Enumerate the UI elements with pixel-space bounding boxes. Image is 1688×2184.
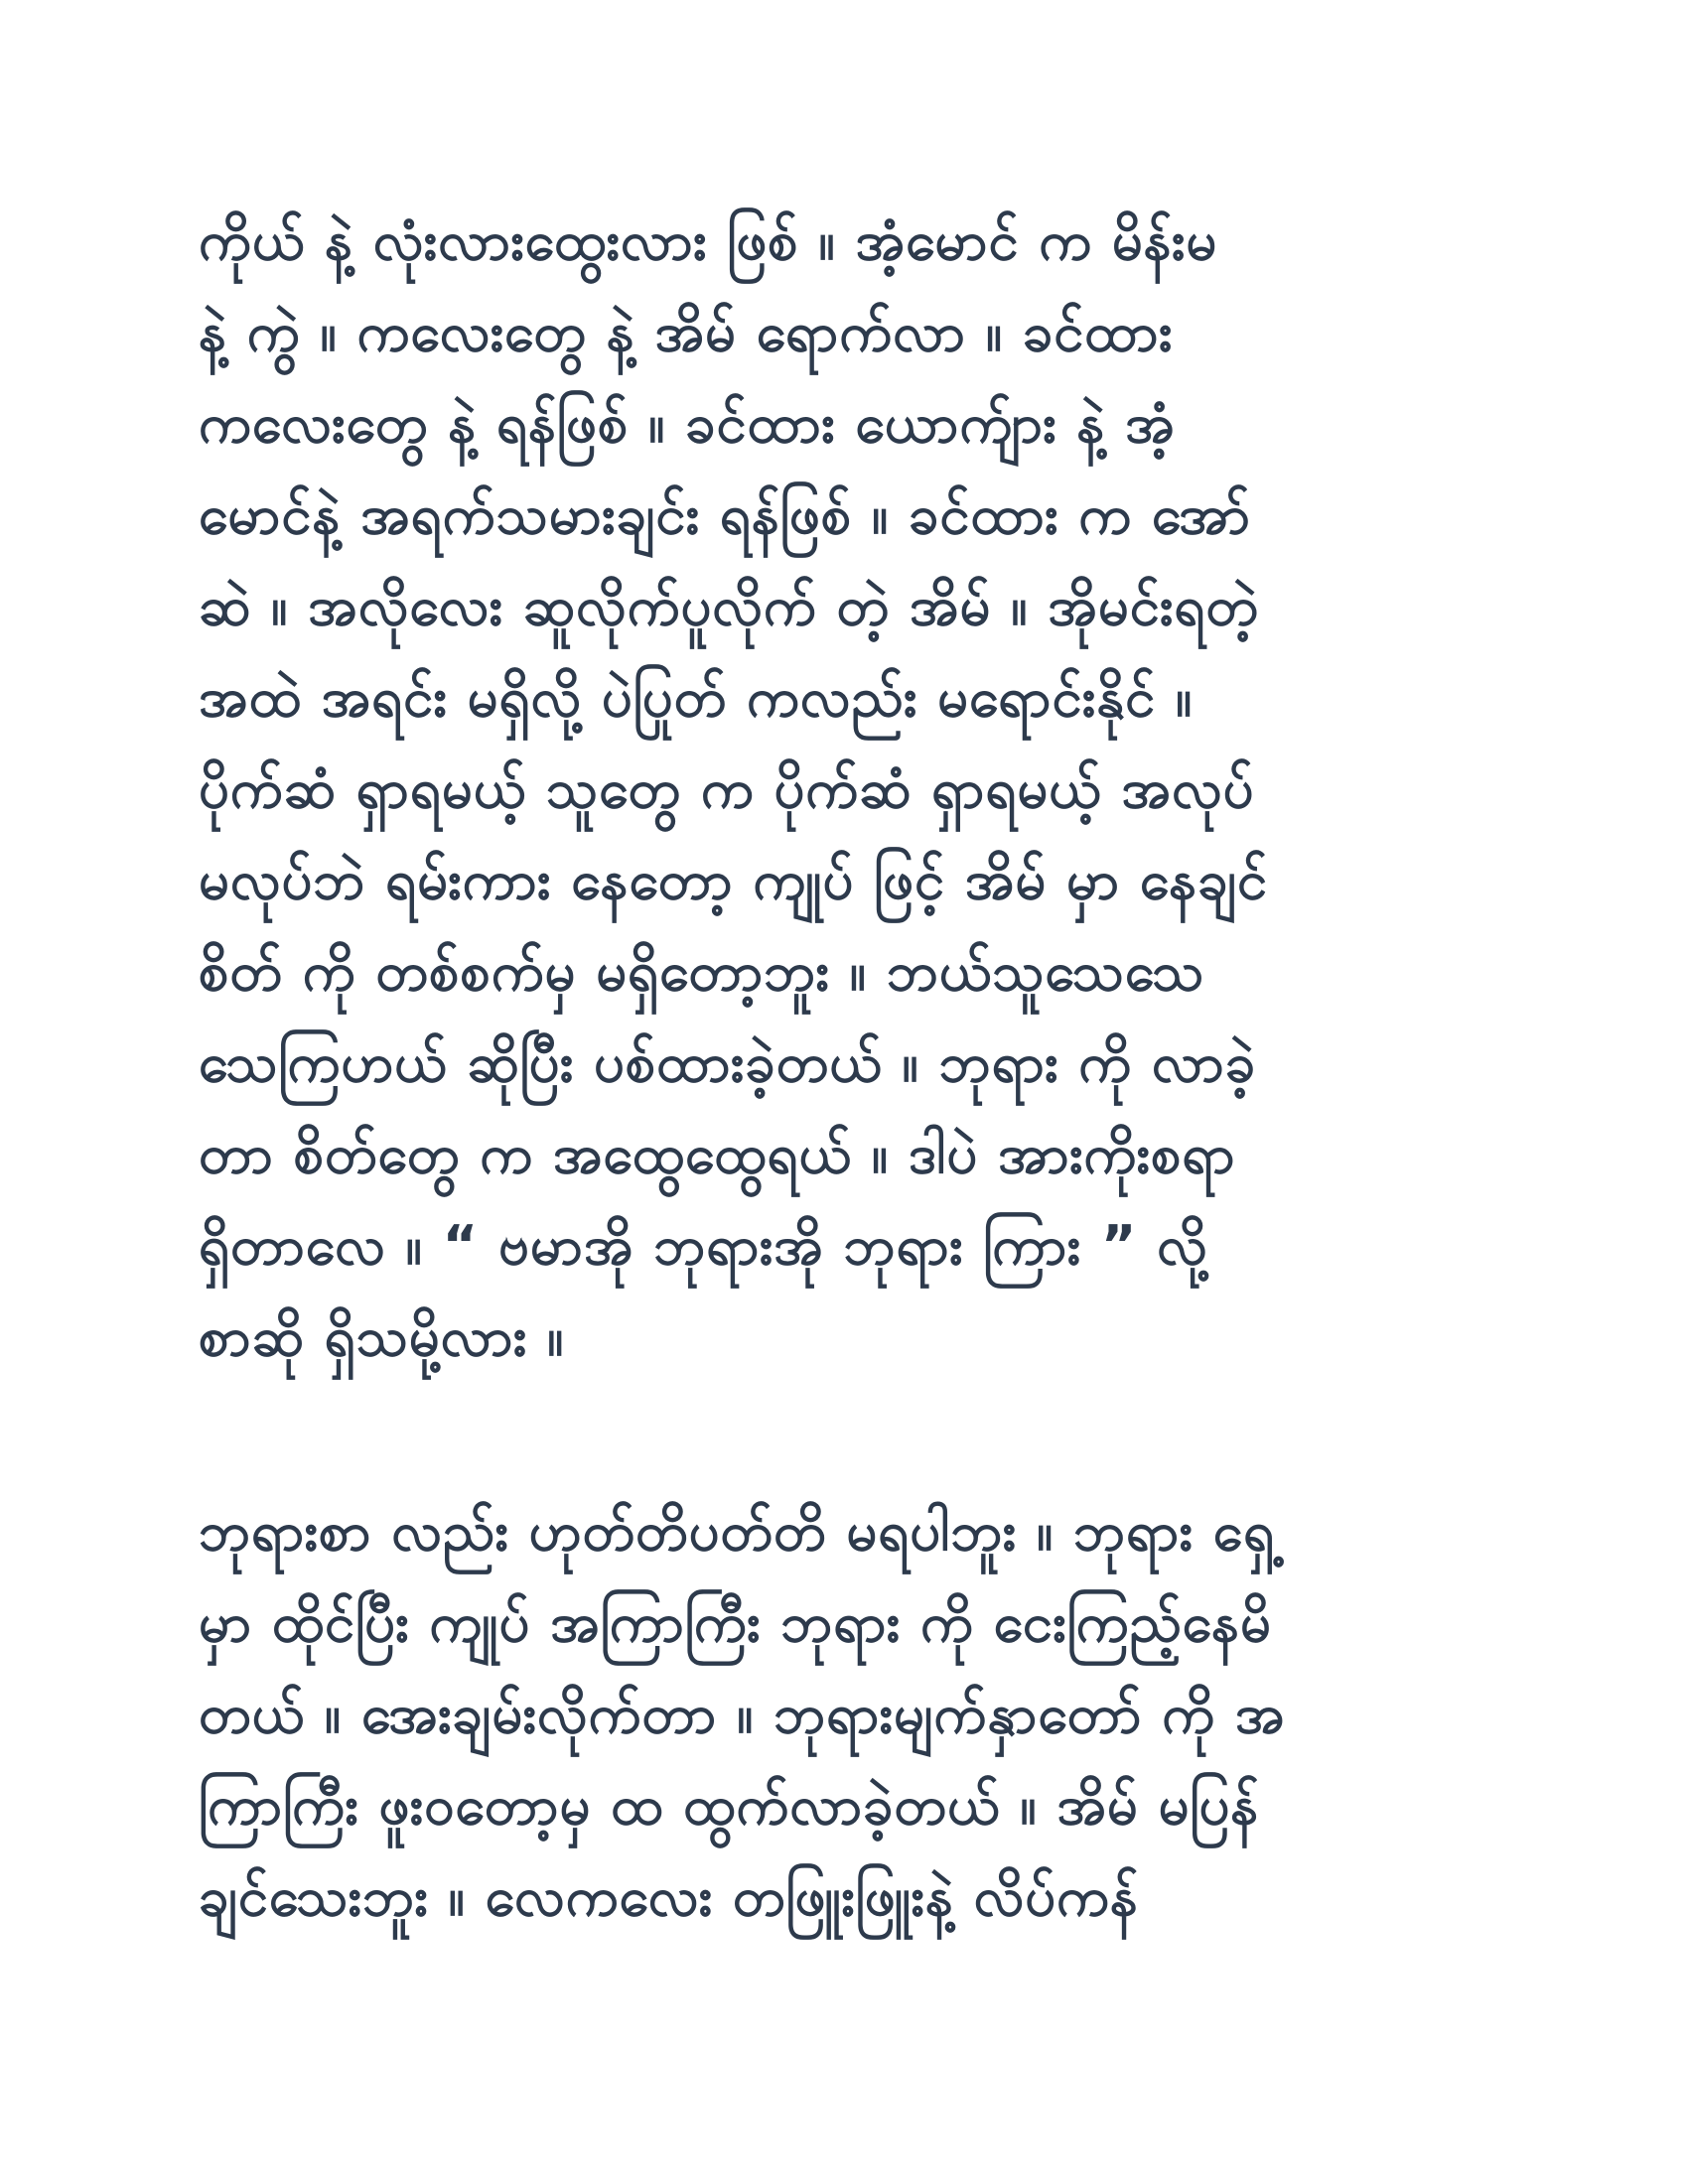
text-line: မှာ ထိုင်ပြီး ကျုပ် အကြာကြီး ဘုရား ကို ငေးကြည့်နေမိ	[199, 1591, 1272, 1654]
text-line: ရှိတာလေ ။ “ ဗမာအို ဘုရားအို ဘုရား ကြား ” လို့	[199, 1214, 1208, 1277]
paragraph-2	[199, 1486, 1489, 1943]
text-line: ကိုယ် နဲ့ လုံးလားထွေးလား ဖြစ် ။ အံ့မောင် က မိန်းမ	[199, 209, 1218, 272]
text-line: ကလေးတွေ နဲ့ ရန်ဖြစ် ။ ခင်ထား ယောက်ျား နဲ့ အံ့	[199, 392, 1176, 455]
text-line: ဘုရားစာ လည်း ဟုတ်တိပတ်တိ မရပါဘူး ။ ဘုရား ရှေ့	[199, 1500, 1276, 1563]
text-line: တာ စိတ်တွေ က အထွေထွေရယ် ။ ဒါပဲ အားကိုးစရာ	[199, 1123, 1236, 1185]
text-line: ချင်သေးဘူး ။ လေကလေး တဖြူးဖြူးနဲ့ လိပ်ကန်	[199, 1865, 1139, 1928]
text-line: အထဲ အရင်း မရှိလို့ ပဲပြုတ် ကလည်း မရောင်းနိုင် ။	[199, 666, 1194, 729]
text-line: တယ် ။ အေးချမ်းလိုက်တာ ။ ဘုရားမျက်နှာတော် ကို အ	[199, 1683, 1286, 1745]
text-line: စိတ် ကို တစ်စက်မှ မရှိတော့ဘူး ။ ဘယ်သူသေသေ	[199, 940, 1205, 1003]
text-line: မလုပ်ဘဲ ရမ်းကား နေတော့ ကျုပ် ဖြင့် အိမ် မှာ နေချင်	[199, 849, 1268, 911]
text-line: ကြာကြီး ဖူးဝတော့မှ ထ ထွက်လာခဲ့တယ် ။ အိမ် မပြန်	[199, 1774, 1260, 1837]
paragraph-1	[199, 196, 1489, 1383]
text-line: သေကြဟယ် ဆိုပြီး ပစ်ထားခဲ့တယ် ။ ဘုရား ကို လာခဲ့	[199, 1031, 1257, 1094]
text-line: ဆဲ ။ အလိုလေး ဆူလိုက်ပူလိုက် တဲ့ အိမ် ။ အိုမင်းရတဲ့	[199, 575, 1259, 637]
text-line: ပိုက်ဆံ ရှာရမယ့် သူတွေ က ပိုက်ဆံ ရှာရမယ့် အလုပ်	[199, 757, 1255, 820]
text-line: မောင်နဲ့ အရက်သမားချင်း ရန်ဖြစ် ။ ခင်ထား က အော်	[199, 483, 1251, 546]
text-line: နဲ့ ကွဲ ။ ကလေးတွေ နဲ့ အိမ် ရောက်လာ ။ ခင်ထား	[199, 301, 1174, 363]
text-line: စာဆို ရှိသမို့လား ။	[199, 1305, 565, 1368]
